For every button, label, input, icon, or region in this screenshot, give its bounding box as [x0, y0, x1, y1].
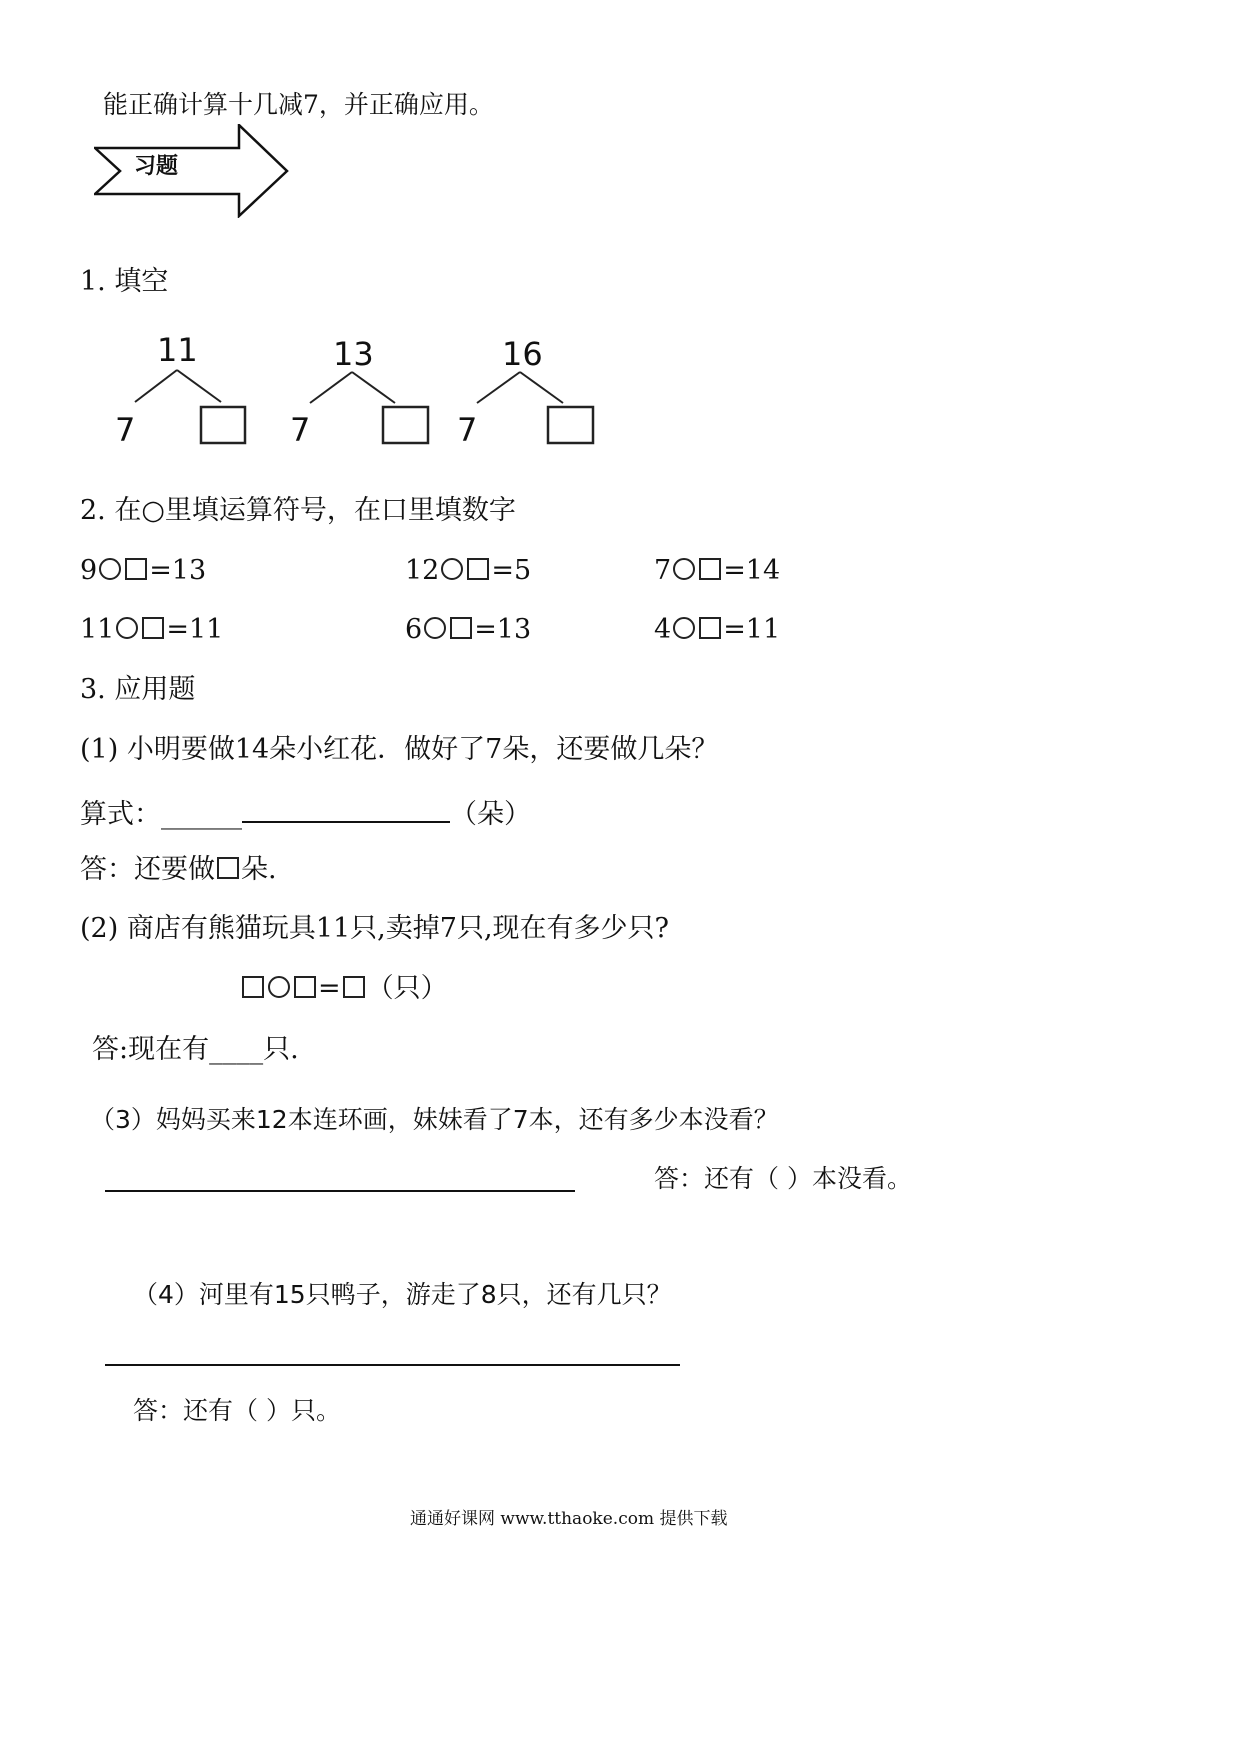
eq-1-1: [80, 554, 206, 588]
number-box[interactable]: [125, 558, 147, 580]
formula-answer-line[interactable]: [242, 793, 450, 823]
eq-1-2: [405, 554, 531, 588]
p4-answer: 答：还有（ ）只。: [133, 1396, 341, 1425]
operator-circle[interactable]: [673, 617, 695, 639]
eq-result: =13: [149, 555, 207, 586]
q1-title: 1. 填空: [80, 266, 169, 297]
eq-operand: 7: [654, 555, 672, 586]
answer-suffix: 朵.: [241, 854, 277, 885]
eq-operand: 9: [80, 555, 98, 586]
eq-sign: =: [318, 973, 341, 1004]
p3-question: （3）妈妈买来12本连环画，妹妹看了7本，还有多少本没看？: [90, 1105, 779, 1134]
eq-result: =11: [723, 614, 781, 645]
eq-result: =14: [723, 555, 781, 586]
exercise-banner: [94, 124, 290, 218]
number-box[interactable]: [450, 617, 472, 639]
eq-2-2: [405, 613, 531, 647]
eq-result: =5: [491, 555, 532, 586]
eq-result: =13: [474, 614, 532, 645]
eq-operand: 11: [80, 614, 115, 645]
eq-operand: 12: [405, 555, 440, 586]
tree-3-top: 16: [502, 335, 543, 373]
operator-circle[interactable]: [424, 617, 446, 639]
q2-title: 2. 在○里填运算符号，在口里填数字: [80, 495, 516, 526]
operator-circle[interactable]: [441, 558, 463, 580]
formula-label: 算式：: [80, 799, 161, 830]
answer-prefix: 答：还要做: [80, 854, 215, 885]
operator-circle[interactable]: [116, 617, 138, 639]
operator-circle[interactable]: [99, 558, 121, 580]
p3-answer: 答：还有（ ）本没看。: [654, 1164, 912, 1193]
p1-formula: [80, 793, 531, 832]
result-box[interactable]: [343, 976, 365, 998]
eq-operand: 4: [654, 614, 672, 645]
eq-operand: 6: [405, 614, 423, 645]
arrow-banner-icon: [94, 124, 290, 218]
eq-2-1: [80, 613, 223, 647]
number-box[interactable]: [467, 558, 489, 580]
tree-1-answer-box[interactable]: [201, 407, 245, 443]
tree-lines: [105, 330, 605, 455]
answer-box[interactable]: [217, 857, 239, 879]
tree-2-answer-box[interactable]: [383, 407, 428, 443]
p2-question: (2) 商店有熊猫玩具11只,卖掉7只,现在有多少只?: [80, 913, 670, 944]
eq-result: =11: [166, 614, 224, 645]
p2-equation: [240, 972, 448, 1006]
eq-unit: （只）: [366, 973, 448, 1004]
tree-2-top: 13: [333, 335, 374, 373]
banner-label: 习题: [134, 154, 179, 179]
p1-question: (1) 小明要做14朵小红花．做好了7朵，还要做几朵？: [80, 734, 719, 765]
formula-underscores: ______: [161, 799, 242, 830]
tree-1-left: 7: [115, 411, 136, 449]
number-trees: [105, 330, 605, 455]
p4-question: （4）河里有15只鸭子，游走了8只，还有几只？: [133, 1280, 672, 1309]
number-box[interactable]: [699, 617, 721, 639]
eq-2-3: [654, 613, 780, 647]
eq-1-3: [654, 554, 780, 588]
operand-box[interactable]: [242, 976, 264, 998]
tree-3-left: 7: [457, 411, 478, 449]
footer-text: 通通好课网 www.tthaoke.com 提供下载: [410, 1509, 728, 1529]
p2-answer: 答:现在有____只.: [92, 1034, 299, 1065]
tree-1-top: 11: [157, 331, 198, 369]
formula-unit: （朵）: [450, 799, 531, 830]
operator-circle[interactable]: [673, 558, 695, 580]
p1-answer: [80, 853, 277, 887]
operand-box[interactable]: [294, 976, 316, 998]
tree-2-left: 7: [290, 411, 311, 449]
operator-circle[interactable]: [268, 976, 290, 998]
tree-3-answer-box[interactable]: [548, 407, 593, 443]
p3-answer-line[interactable]: [105, 1190, 575, 1192]
q3-title: 3. 应用题: [80, 674, 196, 705]
objective-text: 能正确计算十几减7，并正确应用。: [103, 90, 494, 119]
number-box[interactable]: [699, 558, 721, 580]
p4-answer-line[interactable]: [105, 1364, 680, 1366]
number-box[interactable]: [142, 617, 164, 639]
